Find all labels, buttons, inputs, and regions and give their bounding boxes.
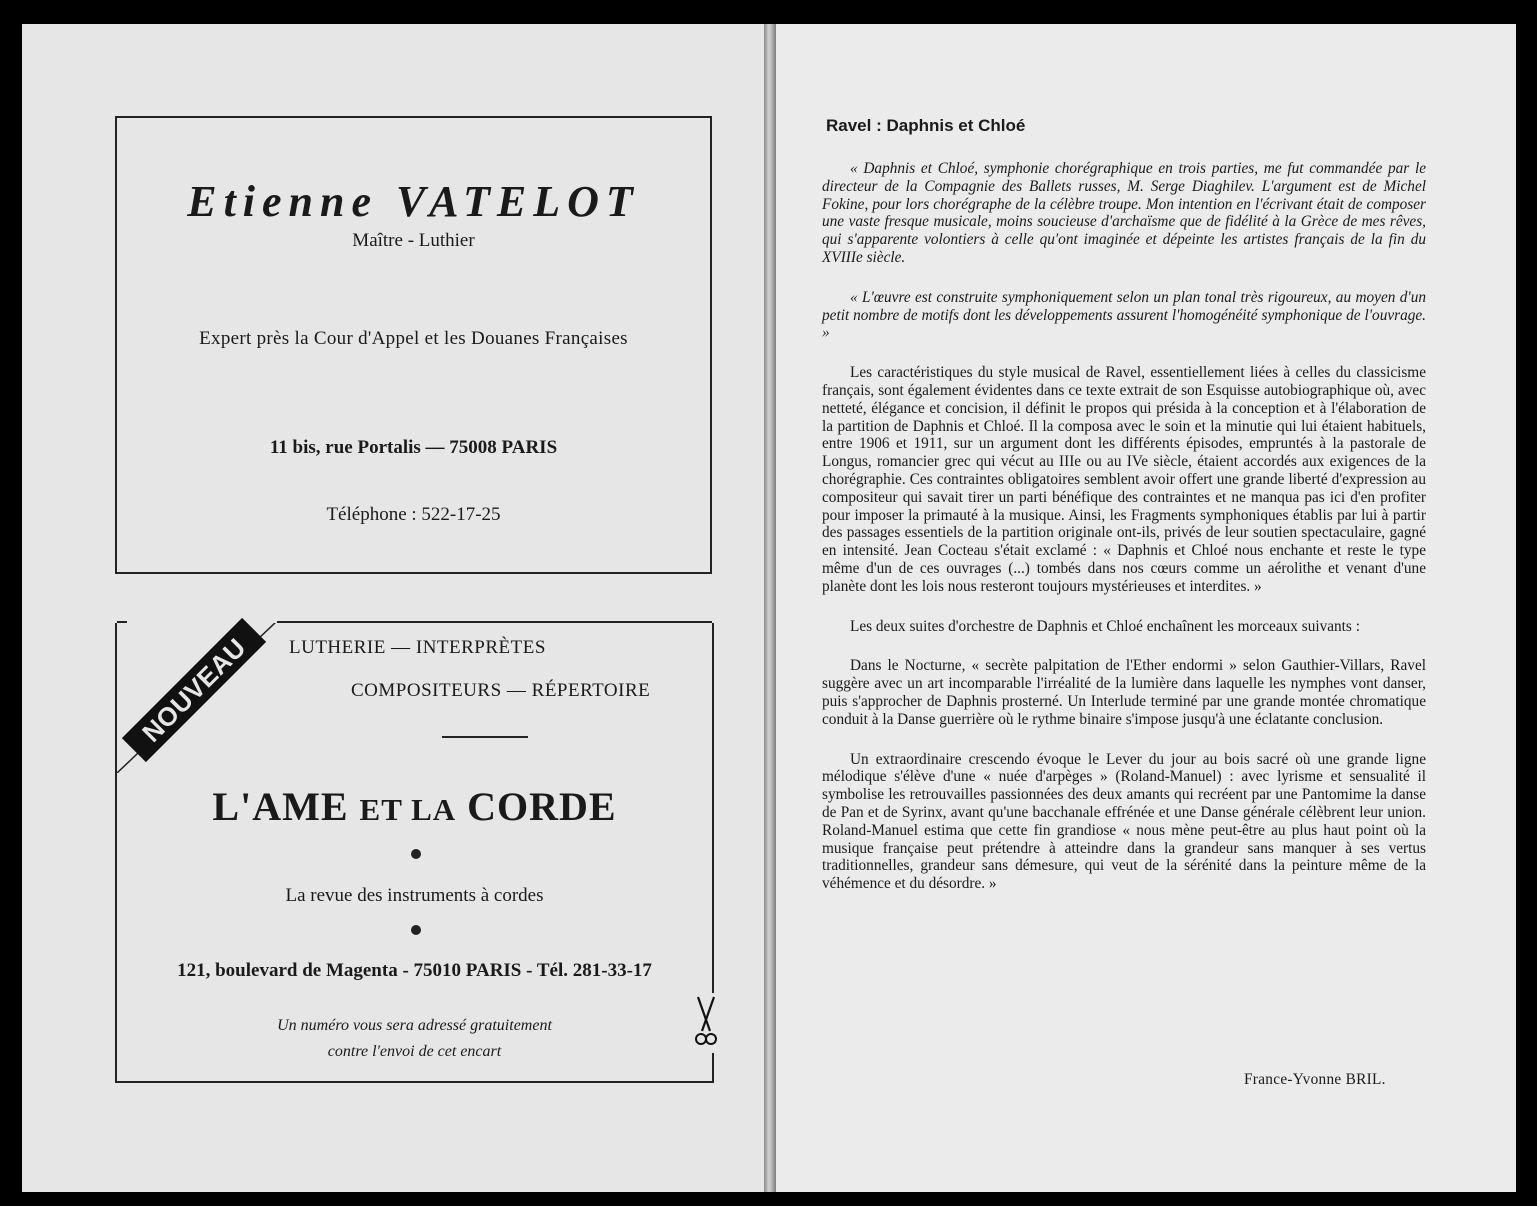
article-heading: Ravel : Daphnis et Chloé: [826, 116, 1026, 135]
expert-line: Expert près la Cour d'Appel et les Douanes Françaises: [199, 328, 628, 349]
ad-border-top-right: [277, 621, 712, 623]
luthier-name: Etienne VATELOT: [187, 177, 640, 226]
magazine-title-suffix: CORDE: [456, 784, 617, 829]
revue-topics-line2: COMPOSITEURS — RÉPERTOIRE: [351, 680, 651, 701]
article-paragraph: Les deux suites d'orchestre de Daphnis et Chloé enchaînent les morceaux suivants :: [850, 617, 1360, 635]
article-body: [822, 160, 1426, 915]
revue-topics-line1: LUTHERIE — INTERPRÈTES: [289, 637, 546, 658]
revue-offer: [117, 1013, 712, 1065]
offer-line-2: contre l'envoi de cet encart: [327, 1043, 502, 1060]
article-paragraph: Les caractéristiques du style musical de Ravel, essentiellement liées à celles du classicisme français, sont également évidentes dans ce texte extrait de son Esquisse autobiographique où, avec netteté, élégance et concision, il définit le propos qui présida à la conception et à l'élaboration de la partition de Daphnis et Chloé. Il la composa avec le soin et la minutie qui lui étaient habituels, entre 1906 et 1911, sur un argument dont les différents épisodes, empruntés à la pastorale de Longus, romancier grec qui vécut au IIIe ou au IVe siècle, étaient accordés aux exigences de la chorégraphie. Ces contraintes obligatoires semblent avoir offert une grande liberté d'expression au compositeur qui savait tirer un parti bénéfique des contraintes et ne manqua pas ici d'en profiter pour imposer la primauté à la musique. Ainsi, les Fragments symphoniques établis par lui à partir des passages essentiels de la partition originale ont-ils, privés de leur soutien spectaculaire, gagné en intensité. Jean Cocteau s'était exclamé : « Daphnis et Chloé nous enchante et reste le type même d'un de ces ouvrages (...) tombés dans nos cœurs comme un aérolithe et venant d'une planète dont les lois nous resteront toujours mystérieuses et interdites. »: [822, 364, 1426, 595]
bullet-dot: [411, 849, 421, 859]
offer-line-1: Un numéro vous sera adressé gratuitement: [277, 1017, 552, 1034]
vatelot-phone: Téléphone : 522-17-25: [326, 504, 501, 525]
nouveau-banner: NOUVEAU: [122, 618, 266, 762]
article-paragraph: « L'œuvre est construite symphoniquement selon un plan tonal très rigoureux, au moyen d'un petit nombre de motifs dont les développements assurent l'homogénéité symphonique de l'ouvrage. »: [822, 288, 1426, 342]
magazine-title-mid: ET LA: [359, 792, 457, 827]
article-paragraph: Un extraordinaire crescendo évoque le Lever du jour au bois sacré où une grande ligne mélodique s'élève d'une « nuée d'arpèges » (Roland-Manuel) : avec lyrisme et sensualité il symbolise les retrouvailles passionnées des deux amants qui recréent par une Pantomime la danse de Pan et de Syrinx, avant qu'une bacchanale effrénée et une Danse générale célèbrent leur union. Roland-Manuel estima que cette fin grandiose « nous mène peut-être au plus haut point où la musique française peut prétendre à atteindre dans la grandeur sans manquer à ses vertus traditionnelles, grandeur sans démesure, qui veut de la sérénité dans la peinture même de la véhémence et du désordre. »: [822, 750, 1426, 893]
magazine-title-prefix: L'AME: [212, 784, 360, 829]
magazine-title: [117, 783, 712, 830]
revue-address: 121, boulevard de Magenta - 75010 PARIS - Tél. 281-33-17: [177, 960, 652, 981]
article-author: France-Yvonne BRIL.: [1244, 1071, 1386, 1088]
revue-subtitle: La revue des instruments à cordes: [285, 885, 544, 906]
article-paragraph: « Daphnis et Chloé, symphonie chorégraphique en trois parties, me fut commandée par le directeur de la Compagnie des Ballets russes, M. Serge Diaghilev. L'argument est de Michel Fokine, pour lors chorégraphe de la célèbre troupe. Mon intention en l'écrivant était de composer une vaste fresque musicale, moins soucieuse d'archaïsme que de fidélité à la Grèce de mes rêves, qui s'apparente volontiers à celle qu'ont imaginée et dépeinte les artistes français de la fin du XVIIIe siècle.: [822, 160, 1426, 266]
book-gutter: [764, 24, 776, 1192]
article-paragraph: Dans le Nocturne, « secrète palpitation de l'Ether endormi » selon Gauthier-Villars, Ravel suggère avec un art incomparable l'irréalité de la lumière dans laquelle les nymphes vont danser, puis s'approcher de Daphnis prosterné. Un Interlude terminé par une grande montée chromatique conduit à la Danse guerrière où le rythme binaire s'impose jusqu'à une éclatante conclusion.: [822, 657, 1426, 728]
scissors-icon: [692, 993, 720, 1053]
luthier-title: Maître - Luthier: [352, 230, 475, 251]
bullet-dot: [411, 925, 421, 935]
vatelot-advertisement: [115, 116, 712, 574]
divider-rule: [442, 736, 528, 738]
vatelot-address: 11 bis, rue Portalis — 75008 PARIS: [269, 437, 558, 458]
revue-advertisement: [115, 623, 714, 1083]
